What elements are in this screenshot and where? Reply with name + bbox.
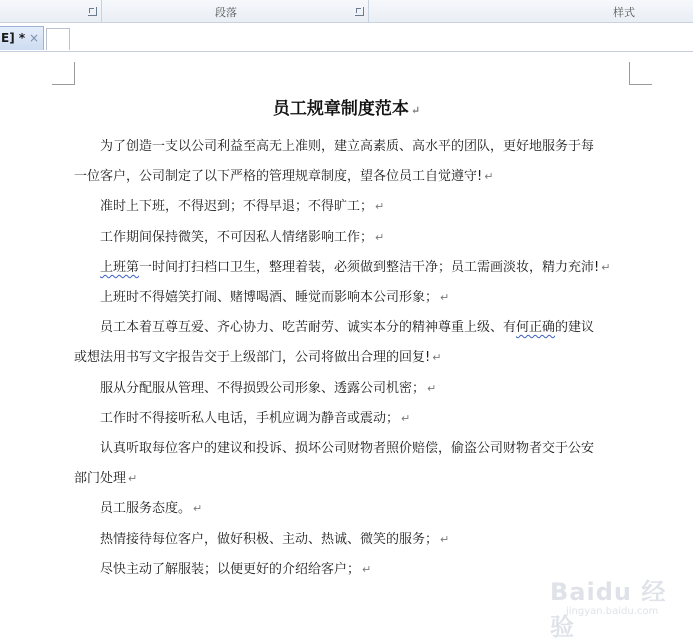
body-line bbox=[74, 132, 670, 162]
line-text: 工作时不得接听私人电话，手机应调为静音或震动； bbox=[100, 410, 400, 426]
margin-corner-mark-left bbox=[52, 62, 75, 85]
paragraph-mark: ↵ bbox=[410, 104, 421, 117]
paragraph-dialog-launcher-icon[interactable] bbox=[355, 7, 364, 16]
paragraph-mark: ↵ bbox=[375, 230, 385, 244]
line-text: 认真听取每位客户的建议和投诉、损坏公司财物者照价赔偿，偷盗公司财物者交于公安 bbox=[100, 441, 595, 456]
body-line bbox=[74, 192, 670, 222]
document-title bbox=[0, 94, 693, 119]
paragraph-mark: ↵ bbox=[484, 170, 494, 184]
body-line bbox=[74, 253, 670, 283]
watermark-brand: Baidu 经验 bbox=[550, 578, 667, 641]
new-tab-button[interactable] bbox=[46, 28, 70, 50]
margin-corner-mark-right bbox=[629, 62, 652, 85]
body-line bbox=[74, 343, 644, 373]
line-text: 工作期间保持微笑，不可因私人情绪影响工作； bbox=[100, 229, 374, 245]
line-text: 或想法用书写文字报告交于上级部门，公司将做出合理的回复! bbox=[74, 350, 431, 366]
body-line bbox=[74, 434, 670, 464]
paragraph-mark: ↵ bbox=[440, 532, 450, 546]
paragraph-mark: ↵ bbox=[193, 502, 203, 516]
paragraph-mark: ↵ bbox=[440, 291, 450, 304]
body-line bbox=[74, 283, 670, 313]
document-tab-bar bbox=[0, 23, 693, 52]
line-text: 部门处理 bbox=[74, 471, 127, 487]
styles-group-label: 样式 bbox=[613, 6, 635, 19]
paragraph-group-label: 段落 bbox=[215, 6, 237, 19]
document-page[interactable] bbox=[0, 52, 693, 641]
line-text: 为了创造一支以公司利益至高无上准则，建立高素质、高水平的团队，更好地服务于每 bbox=[100, 139, 595, 154]
paragraph-mark: ↵ bbox=[362, 562, 372, 576]
paragraph-mark: ↵ bbox=[128, 472, 138, 486]
paragraph-mark: ↵ bbox=[432, 351, 442, 365]
line-text: 热情接待每位客户，做好积极、主动、热诚、微笑的服务； bbox=[100, 531, 439, 547]
body-line bbox=[74, 464, 644, 494]
document-tab[interactable] bbox=[0, 26, 44, 50]
ribbon-divider bbox=[101, 0, 102, 22]
line-text: 的建议 bbox=[555, 320, 595, 336]
body-line bbox=[74, 223, 670, 253]
spellcheck-flagged-text[interactable]: 何正确 bbox=[516, 320, 556, 336]
close-tab-icon[interactable]: × bbox=[28, 31, 40, 45]
paragraph-mark: ↵ bbox=[401, 411, 411, 425]
ribbon-divider bbox=[368, 0, 369, 22]
font-dialog-launcher-icon[interactable] bbox=[88, 7, 97, 16]
watermark-url: jingyan.baidu.com bbox=[566, 606, 659, 617]
line-text: 尽快主动了解服装；以便更好的介绍给客户； bbox=[100, 561, 361, 577]
ribbon-group-strip bbox=[0, 0, 693, 23]
paragraph-mark: ↵ bbox=[375, 200, 385, 214]
line-text: 上班时不得嬉笑打闹、赌博喝酒、睡觉而影响本公司形象； bbox=[100, 290, 439, 305]
line-text: 员工本着互尊互爱、齐心协力、吃苦耐劳、诚实本分的精神尊重上级、有 bbox=[100, 320, 517, 336]
line-text: 员工服务态度。 bbox=[100, 501, 192, 517]
paragraph-mark: ↵ bbox=[601, 260, 611, 274]
paragraph-mark: ↵ bbox=[427, 381, 437, 395]
body-line bbox=[74, 313, 670, 343]
line-text: 一位客户，公司制定了以下严格的管理规章制度，望各位员工自觉遵守! bbox=[74, 169, 483, 185]
body-line bbox=[74, 404, 670, 434]
line-text: 一时间打扫档口卫生，整理着装，必须做到整洁干净；员工需画淡妆，精力充沛! bbox=[139, 259, 600, 275]
body-line bbox=[74, 374, 670, 404]
baidu-watermark bbox=[520, 570, 690, 641]
line-text: 服从分配服从管理、不得损毁公司形象、透露公司机密； bbox=[100, 380, 426, 396]
body-line bbox=[74, 162, 644, 192]
body-line bbox=[74, 525, 670, 555]
line-text: 准时上下班，不得迟到；不得早退；不得旷工； bbox=[100, 199, 374, 215]
title-text: 员工规章制度范本 bbox=[272, 99, 409, 119]
spellcheck-flagged-text[interactable]: 上班第 bbox=[100, 259, 140, 275]
body-line bbox=[74, 494, 670, 524]
document-tab-label: E] * bbox=[1, 31, 26, 45]
